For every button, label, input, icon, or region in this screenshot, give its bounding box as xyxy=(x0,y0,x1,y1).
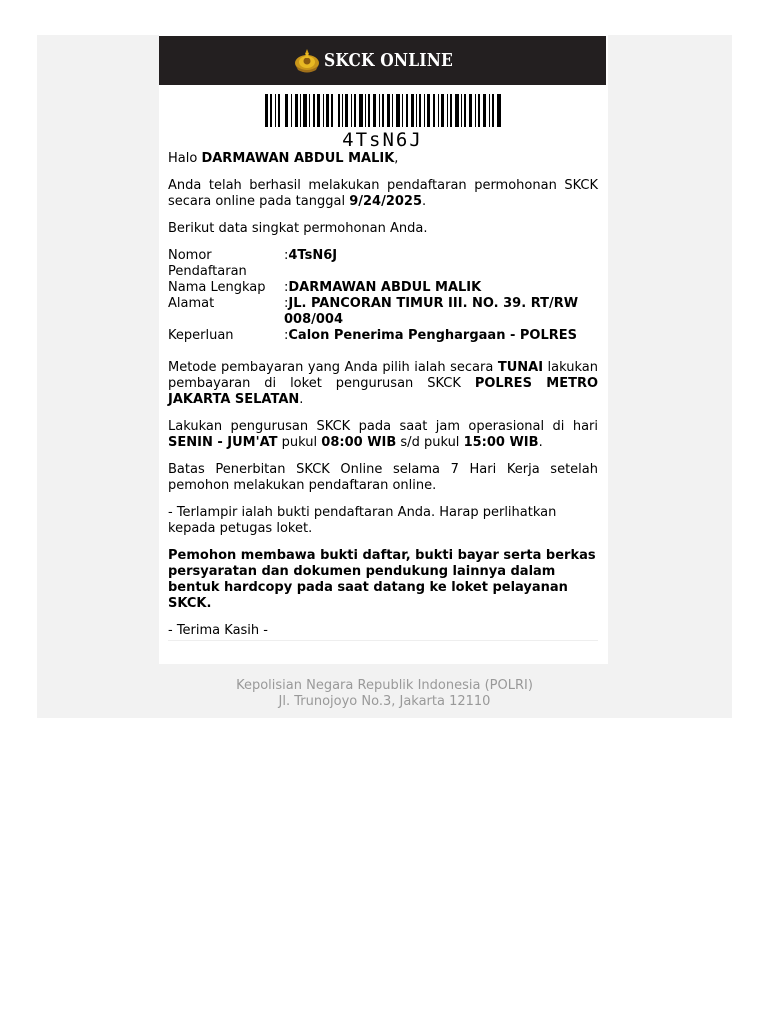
deadline-paragraph: Batas Penerbitan SKCK Online selama 7 Hari Kerja setelah pemohon melakukan pendaftaran online. xyxy=(168,462,598,493)
detail-value: :4TsN6J xyxy=(284,248,338,263)
detail-row xyxy=(168,248,598,280)
footer xyxy=(37,678,732,710)
brand-title: SKCK ONLINE xyxy=(323,50,453,71)
requirements-note: Pemohon membawa bukti daftar, bukti bayar serta berkas persyaratan dan dokumen pendukung lainnya dalam bentuk hardcopy pada saat datang ke loket pelayanan SKCK. xyxy=(168,548,596,611)
payment-method: TUNAI xyxy=(497,360,544,375)
detail-value: :Calon Penerima Penghargaan - POLRES xyxy=(284,328,578,343)
closing-text: - Terima Kasih - xyxy=(168,623,268,638)
barcode-number: 4TsN6J xyxy=(342,129,423,151)
greeting: Halo DARMAWAN ABDUL MALIK, xyxy=(168,151,399,166)
detail-label: Nomor Pendaftaran xyxy=(168,248,247,279)
schedule-paragraph: Lakukan pengurusan SKCK pada saat jam operasional di hari SENIN - JUM'AT pukul 08:00 WIB s/d pukul 15:00 WIB. xyxy=(168,419,598,450)
payment-location: POLRES METRO JAKARTA SELATAN xyxy=(168,376,599,407)
detail-value: :JL. PANCORAN TIMUR III. NO. 39. RT/RW 008/004 xyxy=(284,296,579,327)
registration-date: 9/24/2025 xyxy=(349,194,423,209)
footer-org: Kepolisian Negara Republik Indonesia (POLRI) xyxy=(236,678,533,693)
email-card xyxy=(159,35,608,664)
payment-paragraph: Metode pembayaran yang Anda pilih ialah secara TUNAI lakukan pembayaran di loket pengurusan SKCK POLRES METRO JAKARTA SELATAN. xyxy=(168,360,599,407)
operating-days: SENIN - JUM'AT xyxy=(168,435,278,450)
detail-label: Nama Lengkap xyxy=(168,280,266,295)
header-banner xyxy=(159,36,606,85)
detail-value: :DARMAWAN ABDUL MALIK xyxy=(284,280,482,295)
detail-row xyxy=(168,296,598,328)
applicant-name: DARMAWAN ABDUL MALIK xyxy=(201,151,395,166)
detail-row xyxy=(168,280,598,296)
summary-heading: Berikut data singkat permohonan Anda. xyxy=(168,221,428,236)
detail-row xyxy=(168,328,598,344)
footer-address: Jl. Trunojoyo No.3, Jakarta 12110 xyxy=(278,694,491,709)
closing-time: 15:00 WIB xyxy=(463,435,539,450)
details-table xyxy=(168,248,598,344)
skck-logo xyxy=(292,46,474,76)
barcode xyxy=(265,94,501,127)
intro-paragraph: Anda telah berhasil melakukan pendaftaran permohonan SKCK secara online pada tanggal 9/24/2025. xyxy=(168,178,598,209)
opening-time: 08:00 WIB xyxy=(321,435,397,450)
detail-label: Alamat xyxy=(168,296,215,311)
detail-label: Keperluan xyxy=(168,328,234,343)
attachment-note: - Terlampir ialah bukti pendaftaran Anda. Harap perlihatkan kepada petugas loket. xyxy=(168,505,557,536)
email-body xyxy=(168,151,598,650)
divider xyxy=(168,640,598,641)
email-background xyxy=(37,35,732,718)
polri-emblem-icon xyxy=(292,46,322,76)
